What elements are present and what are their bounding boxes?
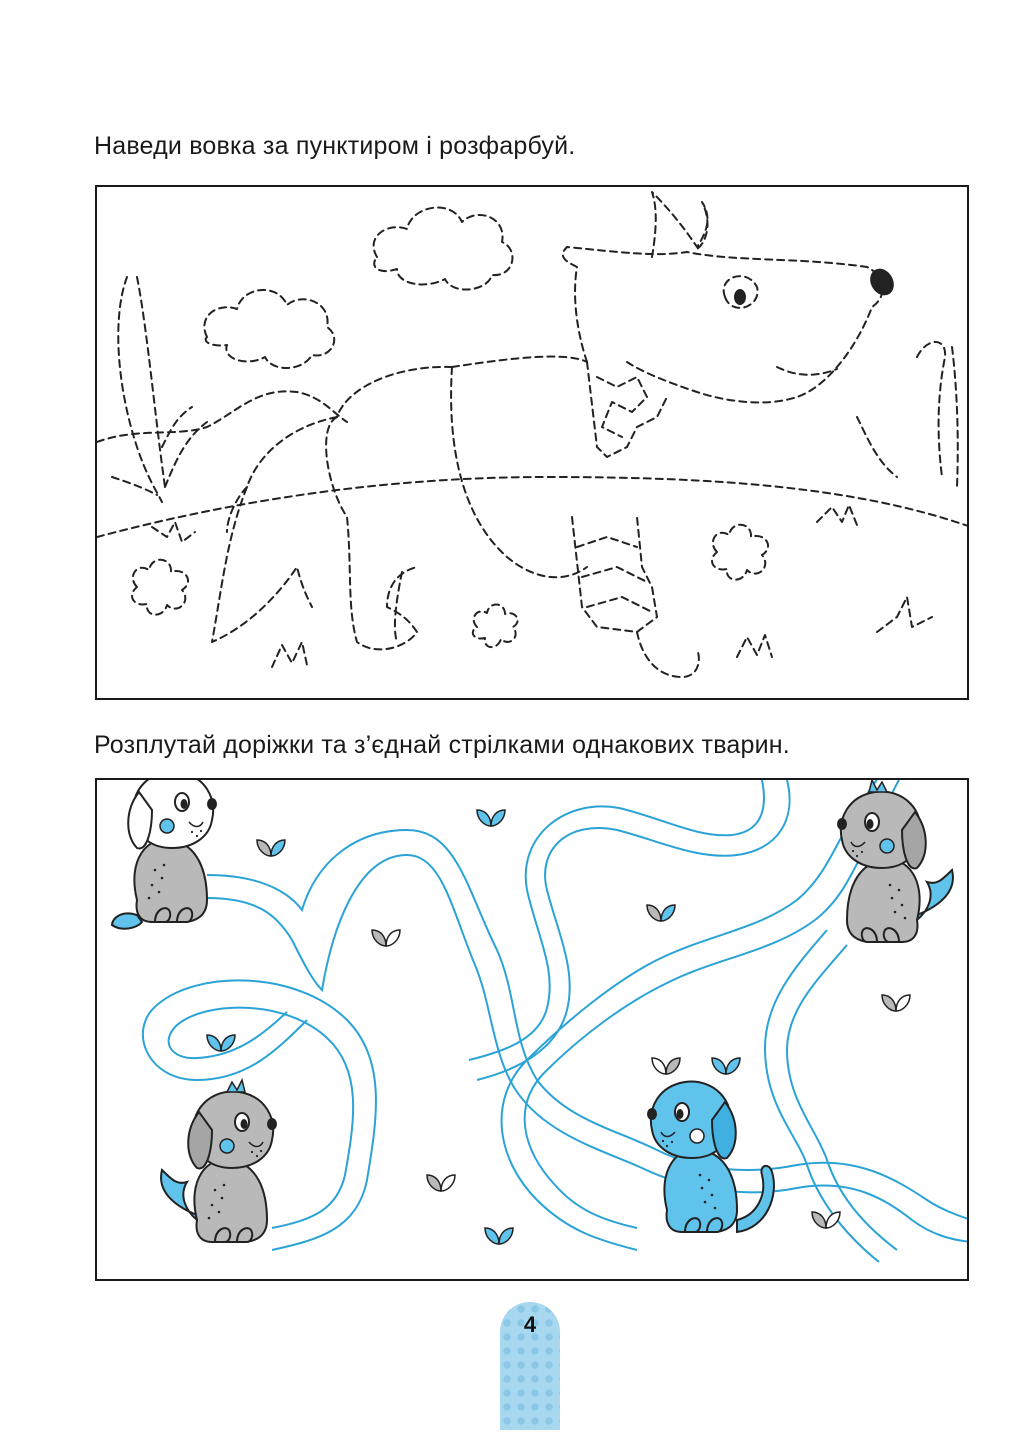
grass-3 [877, 597, 932, 632]
cloud-left [204, 290, 334, 368]
wolf-back-legs [326, 417, 417, 649]
wolf-scarf [587, 362, 667, 457]
page-number-tab [500, 1302, 560, 1430]
grass-1 [272, 642, 307, 667]
page-number: 4 [523, 1312, 537, 1337]
leaf-pair [882, 995, 910, 1011]
maze-frame [95, 778, 969, 1281]
maze-path-5 [469, 780, 790, 1080]
flower-left [132, 560, 188, 615]
ground-line [97, 477, 969, 537]
plant-left [118, 277, 207, 502]
wolf-body [337, 357, 587, 578]
grass-5 [152, 522, 195, 542]
puppy-tail [112, 913, 142, 928]
maze-path-4 [765, 930, 897, 1262]
leaf-pair [712, 1058, 740, 1074]
grass-4 [817, 505, 857, 525]
wolf-nose [865, 264, 898, 299]
maze-illustration [97, 780, 969, 1281]
leaf-pair [652, 1058, 680, 1074]
dashed-wolf-tracing [97, 187, 969, 700]
leaf-pair [647, 905, 675, 921]
wolf-back-paw [637, 632, 699, 677]
wolf-sock [572, 517, 657, 632]
tracing-picture-frame [95, 185, 969, 700]
leaf-pair [372, 930, 400, 946]
puppy-top-left [112, 780, 217, 929]
cloud-right [374, 208, 513, 290]
wolf-ear [652, 192, 707, 257]
puppy-top-right [837, 780, 953, 942]
leaf-pair [427, 1175, 455, 1191]
task2-instruction: Розплутай доріжки та з’єднай стрілками однакових тварин. [94, 731, 790, 759]
leaf-pair [207, 1035, 235, 1051]
wolf-eye [734, 289, 746, 305]
flower-middle [473, 604, 518, 647]
hill-outline [97, 391, 347, 442]
plant-right [857, 342, 958, 487]
puppy-bottom-right [647, 1082, 774, 1232]
puppy-bottom-left [161, 1080, 277, 1242]
leaf-pair [485, 1228, 513, 1244]
flower-right [712, 525, 768, 580]
leaf-pair [257, 840, 285, 856]
leaf-pair [477, 810, 505, 826]
grass-2 [737, 635, 772, 657]
wolf-front-leg [395, 572, 402, 642]
leaf-pair [812, 1212, 840, 1228]
wolf-mouth [777, 367, 837, 375]
wolf-head [563, 247, 883, 402]
wolf-tail [212, 417, 337, 642]
task1-instruction: Наведи вовка за пунктиром і розфарбуй. [94, 132, 576, 160]
